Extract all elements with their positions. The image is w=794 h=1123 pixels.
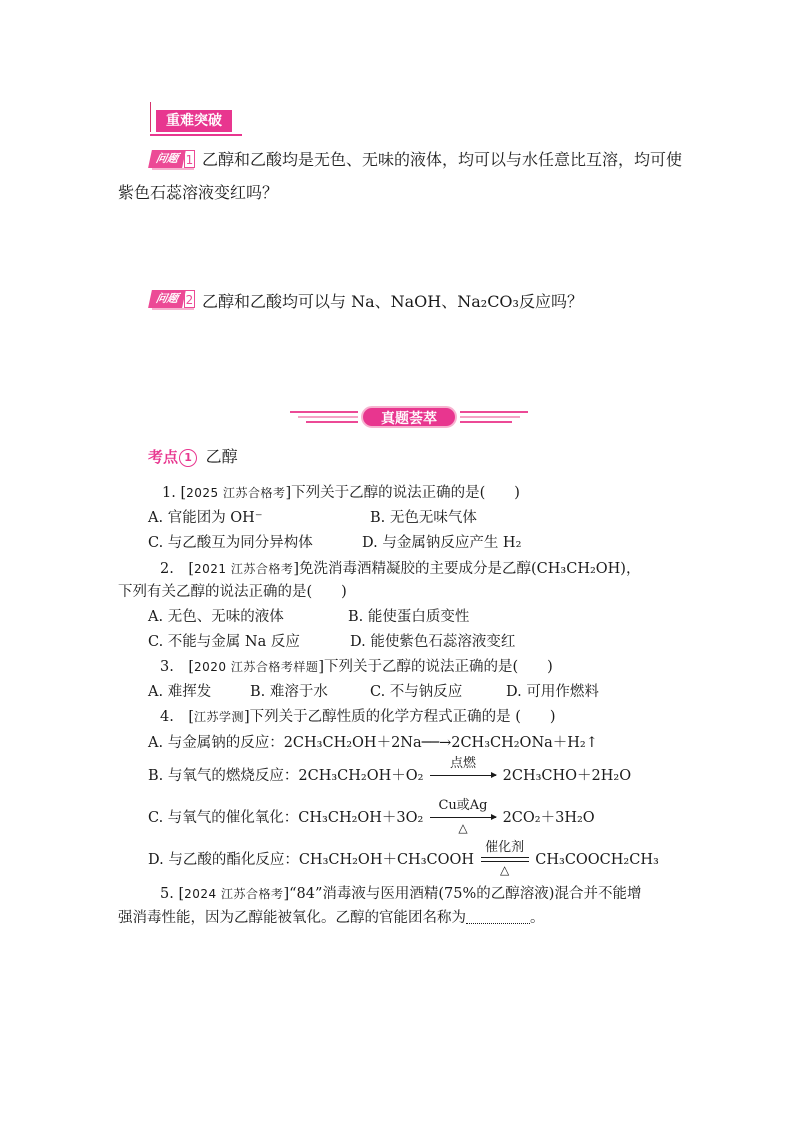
item-4-option-c: C. 与氧气的催化氧化：CH₃CH₂OH＋3O₂ Cu或Ag △ 2CO₂＋3H₂O: [148, 798, 595, 835]
kaodian-number: 1: [179, 449, 197, 467]
kaodian-heading: [148, 447, 238, 468]
question-1-line-1: 乙醇和乙酸均是无色、无味的液体，均可以与水任意比互溶，均可使: [202, 150, 683, 169]
item-1-option-c: C. 与乙酸互为同分异构体: [148, 535, 313, 551]
item-5-stem: 5. [2024 江苏合格考]“84”消毒液与医用酒精(75%的乙醇溶液)混合并不能增: [160, 886, 642, 902]
reaction-condition: Cu或Ag △: [428, 808, 498, 828]
question-tag: 问题: [148, 290, 186, 308]
item-2-option-d: D. 能使紫色石蕊溶液变红: [350, 634, 516, 650]
question-2-line-1: 乙醇和乙酸均可以与 Na、NaOH、Na₂CO₃反应吗？: [202, 292, 583, 311]
section-title: 真题荟萃: [361, 406, 457, 428]
question-1-line-2: 紫色石蕊溶液变红吗？: [118, 183, 279, 202]
item-3-option-d: D. 可用作燃料: [506, 684, 599, 700]
item-2-stem: 2. [2021 江苏合格考]免洗消毒酒精凝胶的主要成分是乙醇(CH₃CH₂OH)，: [160, 561, 641, 577]
question-badge-1: [150, 150, 196, 170]
item-3-option-a: A. 难挥发: [148, 684, 212, 700]
kaodian-label: 考点: [148, 448, 179, 466]
header-underline: [150, 134, 242, 136]
item-3-option-b: B. 难溶于水: [250, 684, 328, 700]
item-2-option-b: B. 能使蛋白质变性: [348, 609, 470, 625]
item-2-option-a: A. 无色、无味的液体: [148, 609, 284, 625]
reaction-condition: 点燃: [428, 766, 498, 786]
item-1-option-b: B. 无色无味气体: [370, 510, 477, 526]
item-3-stem: 3. [2020 江苏合格考样题]下列关于乙醇的说法正确的是( ): [160, 659, 553, 675]
question-number: 1: [184, 150, 195, 168]
item-2-stem-line-2: 下列有关乙醇的说法正确的是( ): [118, 584, 347, 600]
section-title: 重难突破: [156, 110, 232, 132]
answer-blank[interactable]: [466, 909, 530, 924]
header-tick: [150, 102, 151, 132]
question-badge-2: [150, 290, 196, 310]
item-5-stem-line-2: 强消毒性能，因为乙醇能被氧化。乙醇的官能团名称为 。: [118, 910, 545, 926]
kaodian-topic: 乙醇: [205, 447, 238, 466]
reaction-condition: 催化剂 △: [479, 850, 531, 870]
section-banner-past-exams: [290, 404, 528, 430]
item-1-option-a: A. 官能团为 OH⁻: [148, 510, 263, 526]
item-1-stem: 1. [2025 江苏合格考]下列关于乙醇的说法正确的是( ): [162, 485, 520, 501]
item-1-option-d: D. 与金属钠反应产生 H₂: [362, 535, 522, 551]
question-tag: 问题: [148, 150, 186, 168]
item-4-option-b: B. 与氧气的燃烧反应：2CH₃CH₂OH＋O₂ 点燃 2CH₃CHO＋2H₂O: [148, 756, 632, 784]
question-number: 2: [184, 290, 195, 308]
item-4-stem: 4. [江苏学测]下列关于乙醇性质的化学方程式正确的是 ( ): [160, 709, 556, 725]
item-2-option-c: C. 不能与金属 Na 反应: [148, 634, 300, 650]
item-4-option-d: D. 与乙酸的酯化反应：CH₃CH₂OH＋CH₃COOH 催化剂 △ CH₃COOCH₂CH₃: [148, 840, 659, 877]
item-3-option-c: C. 不与钠反应: [370, 684, 463, 700]
item-4-option-a: A. 与金属钠的反应：2CH₃CH₂OH＋2Na──→2CH₃CH₂ONa＋H₂↑: [148, 735, 598, 751]
